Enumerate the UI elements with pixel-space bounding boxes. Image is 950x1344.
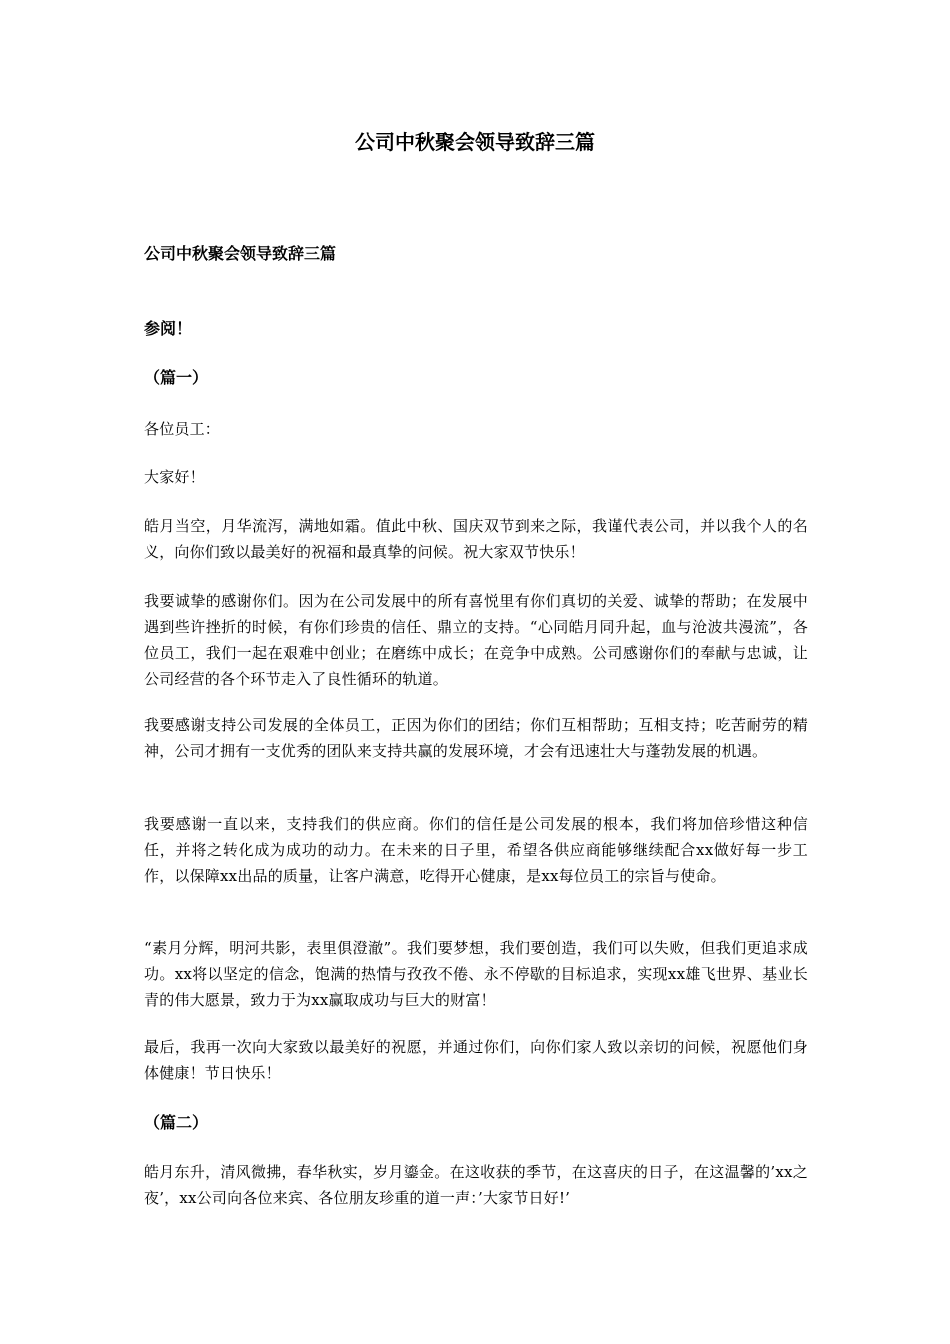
section-one-label: （篇一） [144,368,209,387]
paragraph-6: 最后，我再一次向大家致以最美好的祝愿，并通过你们，向你们家人致以亲切的问候，祝愿他们身体健康！节日快乐！ [144,1038,808,1082]
section-two-paragraph: 皓月东升，清风微拂，春华秋实，岁月鎏金。在这收获的季节，在这喜庆的日子，在这温馨的’xx之夜’，xx公司向各位来宾、各位朋友珍重的道一声：’大家节日好!’ [144,1163,808,1207]
paragraph-4: 我要感谢一直以来，支持我们的供应商。你们的信任是公司发展的根本，我们将加倍珍惜这种信任，并将之转化成为成功的动力。在未来的日子里，希望各供应商能够继续配合xx做好每一步工作，以保障xx出品的质量，让客户满意，吃得开心健康，是xx每位员工的宗旨与使命。 [144,815,808,885]
greeting: 大家好！ [144,468,205,486]
paragraph-2: 我要诚挚的感谢你们。因为在公司发展中的所有喜悦里有你们真切的关爱、诚挚的帮助；在发展中遇到些许挫折的时候，有你们珍贵的信任、鼎立的支持。“心同皓月同升起，血与沧波共漫流”，各位员工，我们一起在艰难中创业；在磨练中成长；在竞争中成熟。公司感谢你们的奉献与忠诚，让公司经营的各个环节走入了良性循环的轨道。 [144,592,808,688]
document-title: 公司中秋聚会领导致辞三篇 [355,130,595,154]
paragraph-3: 我要感谢支持公司发展的全体员工，正因为你们的团结；你们互相帮助；互相支持；吃苦耐劳的精神，公司才拥有一支优秀的团队来支持共赢的发展环境，才会有迅速壮大与蓬勃发展的机遇。 [144,716,808,760]
paragraph-5: “素月分辉，明河共影，表里俱澄澈”。我们要梦想，我们要创造，我们可以失败，但我们更追求成功。xx将以坚定的信念，饱满的热情与孜孜不倦、永不停歇的目标追求，实现xx雄飞世界、基业长青的伟大愿景，致力于为xx赢取成功与巨大的财富！ [144,939,808,1009]
document-subtitle: 公司中秋聚会领导致辞三篇 [144,244,337,263]
section-two-label: （篇二） [144,1113,209,1132]
salutation: 各位员工： [144,420,221,438]
reference-label: 参阅！ [144,319,193,338]
paragraph-1: 皓月当空，月华流泻，满地如霜。值此中秋、国庆双节到来之际，我谨代表公司，并以我个人的名义，向你们致以最美好的祝福和最真挚的问候。祝大家双节快乐！ [144,517,808,561]
